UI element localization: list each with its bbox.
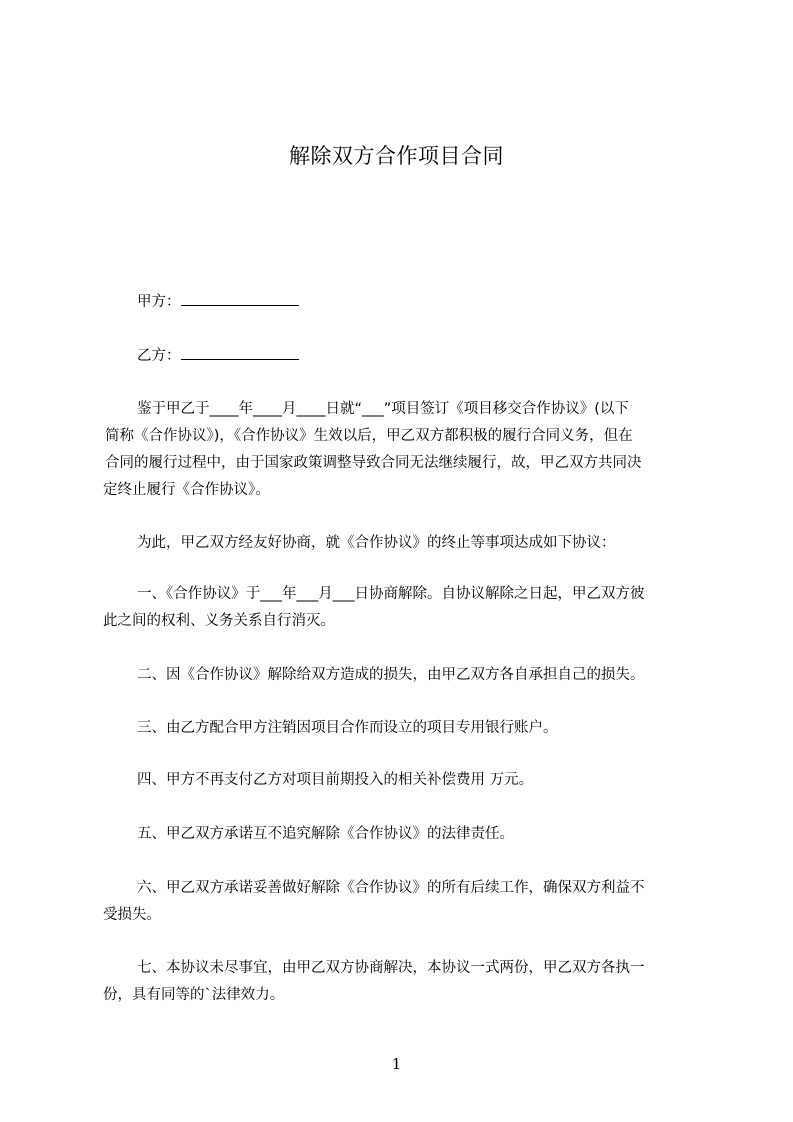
clause-6-line: 受损失。: [103, 907, 161, 923]
party-a-line: [137, 291, 737, 312]
clause-5-line: 五、甲乙双方承诺互不追究解除《合作协议》的法律责任。: [137, 826, 514, 842]
party-b-line: [137, 345, 737, 366]
paragraph-line: 为此，甲乙双方经友好协商，就《合作协议》的终止等事项达成如下协议：: [137, 535, 616, 551]
clause-4-line: 四、甲方不再支付乙方对项目前期投入的相关补偿费用 万元。: [137, 772, 534, 788]
clause-7-line: 七、本协议未尽事宜，由甲乙双方协商解决，本协议一式两份，甲乙双方各执一: [137, 960, 645, 976]
page-number: 1: [391, 1055, 402, 1073]
clause-7-line: 份，具有同等的`法律效力。: [103, 987, 285, 1003]
clause-3-line: 三、由乙方配合甲方注销因项目合作而设立的项目专用银行账户。: [137, 720, 558, 736]
paragraph-line: 定终止履行《合作协议》。: [103, 482, 270, 498]
party-a-label: 甲方：: [137, 294, 181, 310]
clause-2-line: 二、因《合作协议》解除给双方造成的损失，由甲乙双方各自承担自己的损失。: [137, 667, 645, 683]
party-b-blank: [181, 345, 299, 360]
clause-6-line: 六、甲乙双方承诺妥善做好解除《合作协议》的所有后续工作，确保双方利益不: [137, 880, 645, 896]
paragraph-line: 简称《合作协议》)，《合作协议》生效以后，甲乙双方都积极的履行合同义务，但在: [105, 428, 633, 444]
party-a-blank: [181, 291, 299, 306]
clause-1-line: 此之间的权利、义务关系自行消灭。: [103, 613, 335, 629]
clause-1-line: 一、《合作协议》于___年___月___日协商解除。自协议解除之日起，甲乙双方彼: [137, 586, 645, 602]
paragraph-line: 合同的履行过程中，由于国家政策调整导致合同无法继续履行，故，甲乙双方共同决: [105, 455, 642, 471]
party-b-label: 乙方：: [137, 348, 181, 364]
document-title: 解除双方合作项目合同: [289, 144, 504, 168]
paragraph-line: 鉴于甲乙于____年____月____日就“___”项目签订《项目移交合作协议》(以下: [137, 401, 629, 417]
